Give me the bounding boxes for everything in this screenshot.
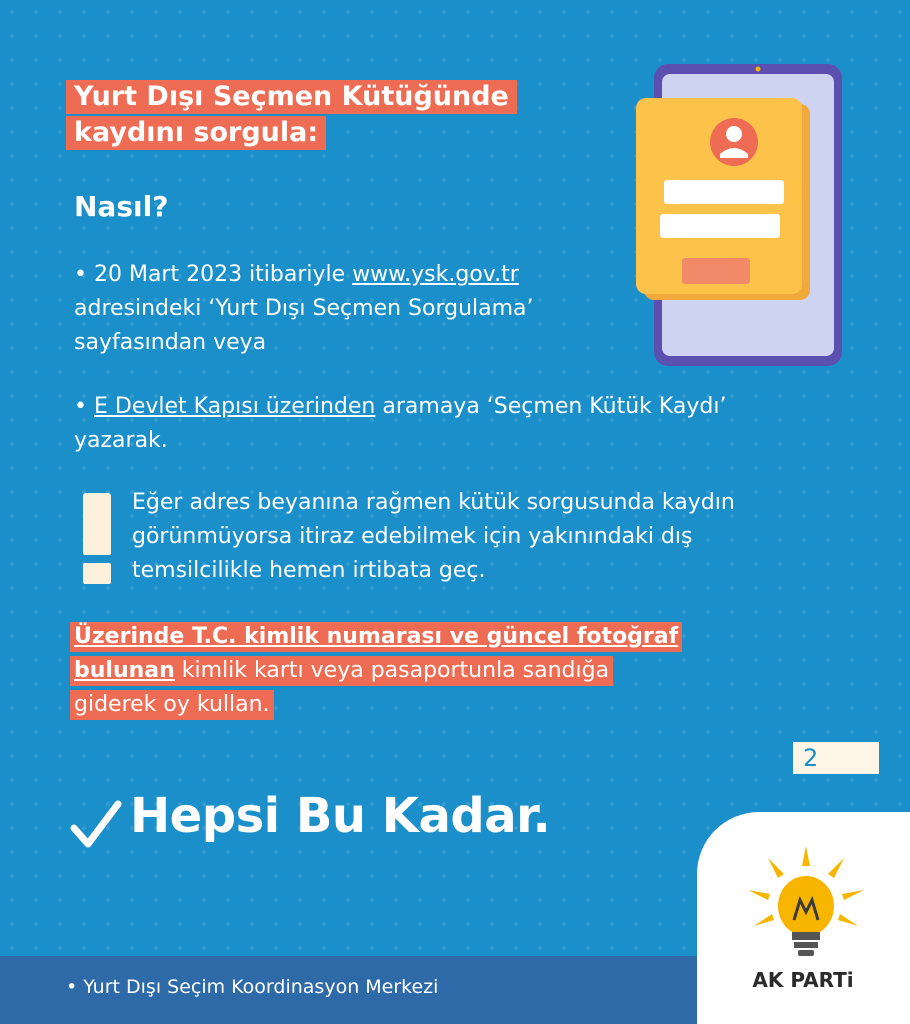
lightbulb-icon <box>744 842 868 962</box>
how-heading: Nasıl? <box>74 190 169 223</box>
title-line-2: kaydını sorgula: <box>66 116 326 150</box>
bullet: • <box>74 394 87 419</box>
step-ysk <box>74 258 634 360</box>
page-number: 2 <box>793 742 879 774</box>
exclamation-icon <box>83 493 111 555</box>
step-edevlet-suffix: aramaya ‘Seçmen Kütük Kaydı’ yazarak. <box>74 394 727 453</box>
callout-text-2: kimlik kartı veya pasaportunla sandığa <box>174 658 610 683</box>
party-logo-text: AK PARTi <box>752 968 854 992</box>
warning-text: Eğer adres beyanına rağmen kütük sorgusunda kaydın görünmüyorsa itiraz edebilmek için yakınındaki dış temsilcilikle hemen irtibata geç. <box>132 490 735 583</box>
footer-bar <box>0 956 700 1024</box>
final-message: Hepsi Bu Kadar. <box>130 788 551 844</box>
step-edevlet <box>74 390 804 458</box>
title-block <box>66 80 517 152</box>
smartphone-login-icon <box>628 58 850 370</box>
exclamation-dot <box>83 563 111 584</box>
step-ysk-suffix: adresindeki ‘Yurt Dışı Seçmen Sorgulama’ sayfasından veya <box>74 296 534 355</box>
callout-bold-2: bulunan <box>74 658 175 683</box>
checkmark-icon <box>70 798 122 850</box>
callout-bold-1: Üzerinde T.C. kimlik numarası ve güncel fotoğraf <box>74 624 679 649</box>
step-ysk-prefix: 20 Mart 2023 itibariyle <box>86 262 353 287</box>
edevlet-link[interactable]: E Devlet Kapısı üzerinden <box>93 394 376 419</box>
ysk-link[interactable]: www.ysk.gov.tr <box>352 262 519 287</box>
callout-line-1 <box>70 622 682 652</box>
bullet: • <box>74 262 87 287</box>
callout-block <box>70 622 682 724</box>
footer-text: • Yurt Dışı Seçim Koordinasyon Merkezi <box>66 976 439 998</box>
callout-line-3: giderek oy kullan. <box>70 690 274 720</box>
title-line-1: Yurt Dışı Seçmen Kütüğünde <box>66 80 517 114</box>
callout-line-2 <box>70 656 613 686</box>
